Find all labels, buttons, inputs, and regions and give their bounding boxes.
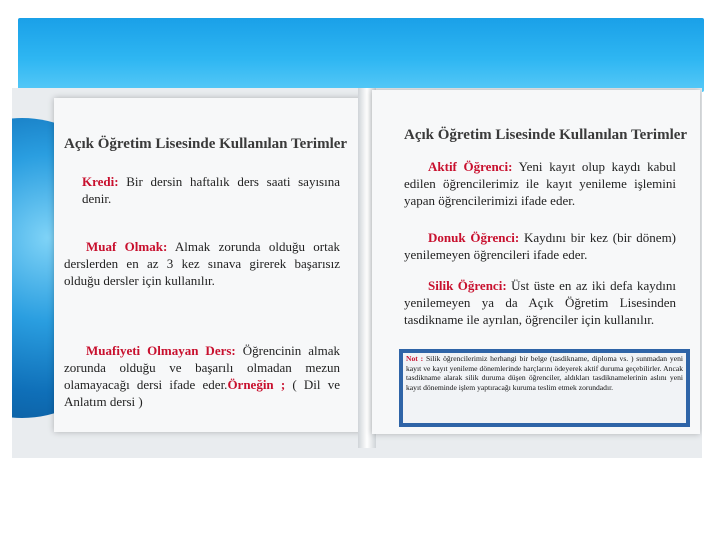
term-label: Donuk Öğrenci: [428,230,520,245]
term-definition: Yeni kayıt olup kaydı kabul edilen öğrencilerimiz ile kayıt yenileme işlemini yapan öğrencilerimizi ifade eder. [404,159,677,208]
term-definition: Üst üste en az iki defa kaydını yenilemeyen ya da Açık Öğretim Lisesinden tasdikname ile ayrılan, öğrenciler için kullanılır. [404,278,676,327]
term-definition: Öğrencinin almak zorunda olduğu ve başarılı olmadan mezun olamayacağı dersi ifade eder. [64,343,340,392]
right-page-title: Açık Öğretim Lisesinde Kullanılan Terimler [404,127,688,143]
term-label: Aktif Öğrenci: [428,159,513,174]
note-text: Silik öğrencilerimiz herhangi bir belge (tasdikname, diploma vs. ) sunmadan yeni kayıt ve kayıt yenileme dönemlerinde harçlarını ödeyerek aktif duruma geçebilirler. Ancak tasdikname alarak silik duruma düşen öğrenciler, aldıkları tasdiknamelerinin aslını yeni kayıt döneminde işlem yaptıracağı kuruma teslim etmek zorundadır. [406,354,683,392]
header-band [18,18,704,92]
term-kredi [82,173,340,207]
term-label: Silik Öğrenci: [428,278,507,293]
term-donuk-ogrenci [404,229,676,263]
term-definition: Almak zorunda olduğu ortak derslerden en az 3 kez sınava girerek başarısız olduğu dersler için kullanılır. [64,239,340,288]
note-content [403,353,686,423]
term-muafiyeti-olmayan-ders [64,342,340,410]
term-definition: Kaydını bir kez (bir dönem) yenilemeyen öğrencileri ifade eder. [404,230,677,262]
note-label: Not : [406,354,424,363]
left-page-title: Açık Öğretim Lisesinde Kullanılan Terimler [64,136,348,152]
example-text: ( Dil ve Anlatım dersi ) [64,377,340,409]
term-label: Muafiyeti Olmayan Ders: [86,343,236,358]
note-box [399,349,690,427]
term-label: Kredi: [82,174,119,189]
term-label: Muaf Olmak: [86,239,168,254]
term-aktif-ogrenci [404,158,676,209]
example-label: Örneğin ; [227,377,286,392]
term-silik-ogrenci [404,277,676,328]
term-muaf-olmak [64,238,340,289]
term-definition: Bir dersin haftalık ders saati sayısına denir. [82,174,340,206]
